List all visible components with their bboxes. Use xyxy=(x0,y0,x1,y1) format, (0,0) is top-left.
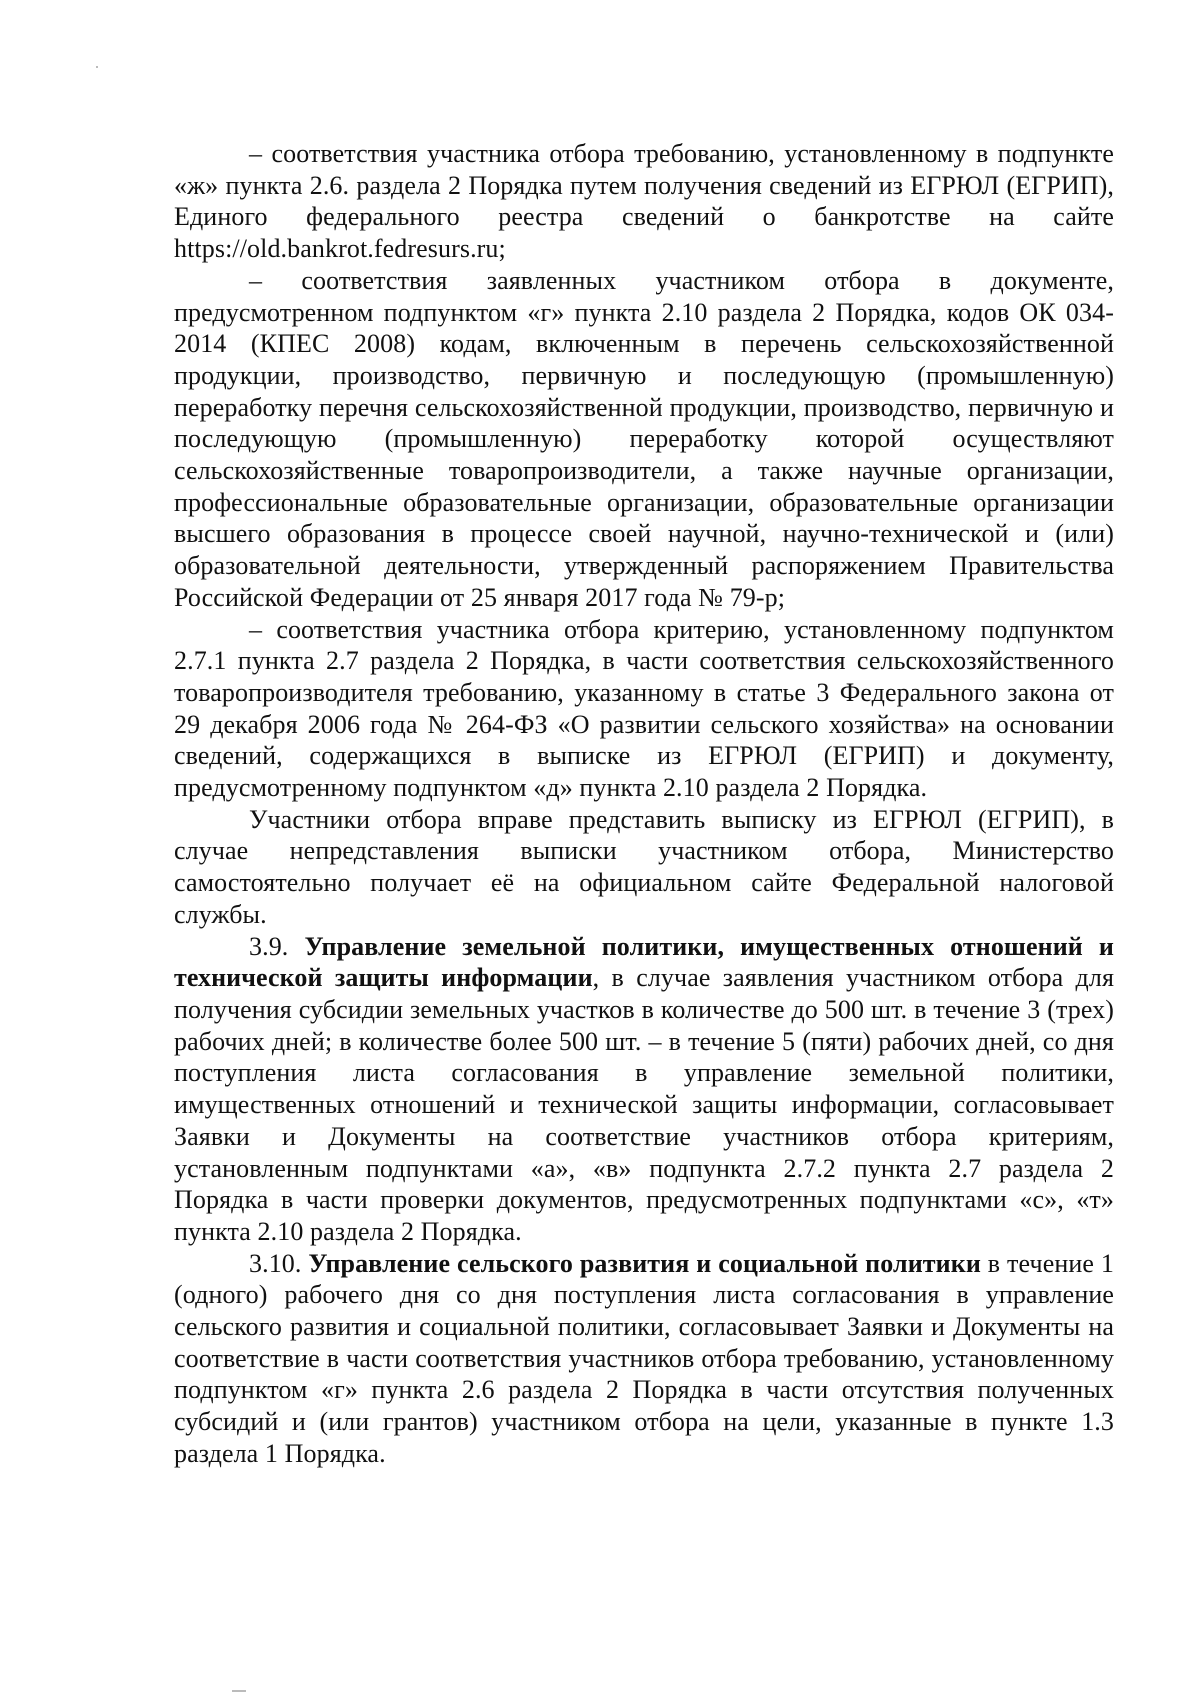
section-3-10-body: в течение 1 (одного) рабочего дня со дня поступления листа согласования в управление сельского развития и социальной политики, согласовывает Заявки и Документы на соответствие в части соответствия участников отбора требованию, установленному подпунктом «г» пункта 2.6 раздела 2 Порядка в части отсутствия полученных субсидий и (или грантов) участником отбора на цели, указанные в пункте 1.3 раздела 1 Порядка. xyxy=(174,1248,1114,1468)
section-3-9-body: , в случае заявления участником отбора для получения субсидии земельных участков в количестве до 500 шт. в течение 3 (трех) рабочих дней; в количестве более 500 шт. – в течение 5 (пяти) рабочих дней, со дня поступления листа согласования в управление земельной политики, имущественных отношений и технической защиты информации, согласовывает Заявки и Документы на соответствие участников отбора критериям, установленным подпунктами «а», «в» подпункта 2.7.2 пункта 2.7 раздела 2 Порядка в части проверки документов, предусмотренных подпунктами «с», «т» пункта 2.10 раздела 2 Порядка. xyxy=(174,963,1114,1246)
list-item-1: – соответствия участника отбора требованию, установленному в подпункте «ж» пункта 2.6. раздела 2 Порядка путем получения сведений из ЕГРЮЛ (ЕГРИП), Единого федерального реестра сведений о банкротстве на сайте https://old.bankrot.fedresurs.ru; xyxy=(174,139,1114,264)
list-item-2: – соответствия заявленных участником отбора в документе, предусмотренном подпунктом «г» пункта 2.10 раздела 2 Порядка, кодов ОК 034-2014 (КПЕС 2008) кодам, включенным в перечень сельскохозяйственной продукции, производство, первичную и последующую (промышленную) переработку перечня сельскохозяйственной продукции, производство, первичную и последующую (промышленную) переработку которой осуществляют сельскохозяйственные товаропроизводители, а также научные организации, профессиональные образовательные организации, образовательные организации высшего образования в процессе своей научной, научно-технической и (или) образовательной деятельности, утвержденный распоряжением Правительства Российской Федерации от 25 января 2017 года № 79-р; xyxy=(174,265,1114,612)
section-3-10-heading: Управление сельского развития и социальной политики xyxy=(308,1248,981,1278)
section-3-9-heading: Управление земельной политики, имущественных отношений и технической защиты информации xyxy=(174,931,1114,993)
scan-speck-bottom xyxy=(232,1690,246,1692)
section-3-9 xyxy=(174,931,1114,1248)
section-3-10-number: 3.10. xyxy=(249,1248,302,1278)
section-3-10 xyxy=(174,1248,1114,1470)
participants-note: Участники отбора вправе представить выписку из ЕГРЮЛ (ЕГРИП), в случае непредставления выписки участником отбора, Министерство самостоятельно получает её на официальном сайте Федеральной налоговой службы. xyxy=(174,804,1114,929)
section-3-9-number: 3.9. xyxy=(249,931,289,961)
list-item-3: – соответствия участника отбора критерию, установленному подпунктом 2.7.1 пункта 2.7 раздела 2 Порядка, в части соответствия сельскохозяйственного товаропроизводителя требованию, указанному в статье 3 Федерального закона от 29 декабря 2006 года № 264-ФЗ «О развитии сельского хозяйства» на основании сведений, содержащихся в выписке из ЕГРЮЛ (ЕГРИП) и документу, предусмотренному подпунктом «д» пункта 2.10 раздела 2 Порядка. xyxy=(174,614,1114,803)
scan-speck-top xyxy=(96,66,98,68)
document-body xyxy=(174,138,1114,1470)
